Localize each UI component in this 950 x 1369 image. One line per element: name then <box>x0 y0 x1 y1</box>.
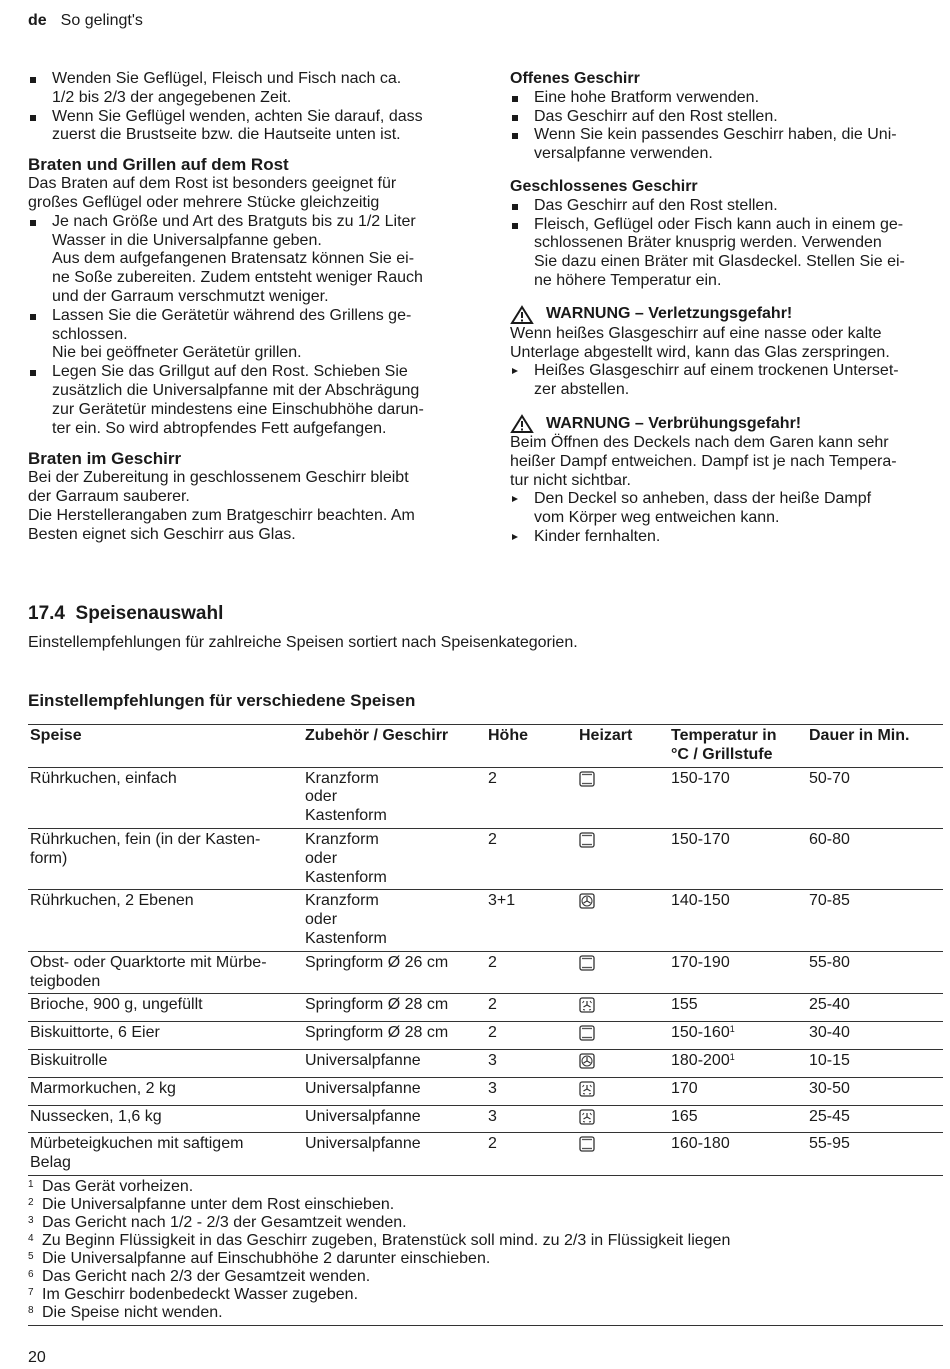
table-row <box>28 1049 943 1077</box>
column-header: Höhe <box>486 725 577 768</box>
level-cell: 2 <box>486 951 577 994</box>
table-row <box>28 951 943 994</box>
duration-cell: 25-40 <box>807 994 943 1022</box>
accessory-cell: Universalpfanne <box>303 1049 486 1077</box>
footnote-ref[interactable]: 1 <box>729 1024 735 1035</box>
column-header: Temperatur in °C / Grillstufe <box>669 725 807 768</box>
bullet-item: Das Geschirr auf den Rost stellen. <box>510 108 945 127</box>
section-intro: Einstellempfehlungen für zahlreiche Speisen sortiert nach Speisenkategorien. <box>28 634 578 651</box>
footnote-text: Die Speise nicht wenden. <box>42 1303 223 1321</box>
level-cell: 2 <box>486 994 577 1022</box>
temperature-cell <box>669 1077 807 1105</box>
accessory-cell: Kranzform oder Kastenform <box>303 767 486 828</box>
column-header: Speise <box>28 725 303 768</box>
level-cell: 2 <box>486 767 577 828</box>
accessory-cell: Universalpfanne <box>303 1133 486 1176</box>
dish-cell: Rührkuchen, einfach <box>28 767 303 828</box>
bullet-list <box>28 213 468 439</box>
footnote <box>28 1250 943 1268</box>
table-header-row <box>28 725 943 768</box>
heating-mode-cell <box>577 890 669 951</box>
warning-triangle-icon <box>510 305 534 325</box>
accessory-cell: Universalpfanne <box>303 1077 486 1105</box>
step-list <box>510 490 945 546</box>
section-name: So gelingt's <box>60 12 143 29</box>
footnote <box>28 1232 943 1250</box>
temperature-cell <box>669 951 807 994</box>
level-cell: 3 <box>486 1049 577 1077</box>
table-row <box>28 1105 943 1133</box>
footnotes <box>28 1176 943 1326</box>
heating-mode-cell <box>577 1105 669 1133</box>
rost-heading: Braten und Grillen auf dem Rost <box>28 155 289 175</box>
table-row <box>28 890 943 951</box>
bullet-list <box>510 197 945 291</box>
right-column <box>510 70 945 547</box>
footnote-text: Die Universalpfanne auf Einschubhöhe 2 darunter einschieben. <box>42 1249 491 1267</box>
footnote <box>28 1286 943 1304</box>
offen-heading: Offenes Geschirr <box>510 70 640 87</box>
accessory-cell: Springform Ø 28 cm <box>303 1022 486 1050</box>
warning-triangle-icon <box>510 414 534 434</box>
warning-heading <box>510 305 945 325</box>
section-title: Speisenauswahl <box>75 603 224 624</box>
bullet-item: Das Geschirr auf den Rost stellen. <box>510 197 945 216</box>
settings-table <box>28 724 943 1176</box>
footnote-text: Die Universalpfanne unter dem Rost einschieben. <box>42 1195 395 1213</box>
temperature-value: 150-160 <box>671 1024 730 1042</box>
heating-mode-cell <box>577 994 669 1022</box>
table-section <box>28 724 943 1326</box>
footnote-text: Das Gericht nach 1/2 - 2/3 der Gesamtzeit wenden. <box>42 1213 407 1231</box>
heissluft-eco-icon <box>579 1081 595 1103</box>
geschlossen-heading: Geschlossenes Geschirr <box>510 177 698 195</box>
duration-cell: 55-95 <box>807 1133 943 1176</box>
geschirr-text: Bei der Zubereitung in geschlossenem Geschirr bleibt der Garraum sauberer. Die Herstellerangaben zum Bratgeschirr beachten. Am Besten eignet sich Geschirr aus Glas. <box>28 469 415 543</box>
warning-title: WARNUNG – Verletzungsgefahr! <box>546 305 793 323</box>
footnote <box>28 1196 943 1214</box>
bullet-item: Je nach Größe und Art des Bratguts bis zu 1/2 Liter Wasser in die Universalpfanne geben. Aus dem aufgefangenen Bratensatz können Sie ei- ne Soße zubereiten. Zudem entsteht weniger Rauch und der Garraum verschmutzt weniger. <box>28 213 468 307</box>
ober-unterhitze-icon <box>579 832 595 854</box>
dish-cell: Obst- oder Quarktorte mit Mürbe- teigboden <box>28 951 303 994</box>
temperature-cell <box>669 1133 807 1176</box>
footnote <box>28 1214 943 1232</box>
level-cell: 2 <box>486 1133 577 1176</box>
duration-cell: 50-70 <box>807 767 943 828</box>
dish-cell: Biskuittorte, 6 Eier <box>28 1022 303 1050</box>
geschirr-heading: Braten im Geschirr <box>28 449 182 469</box>
temperature-value: 160-180 <box>671 1135 730 1153</box>
dish-cell: Mürbeteigkuchen mit saftigem Belag <box>28 1133 303 1176</box>
table-row <box>28 767 943 828</box>
page-header <box>28 12 143 31</box>
warning-heading <box>510 414 945 434</box>
level-cell: 3 <box>486 1105 577 1133</box>
accessory-cell: Springform Ø 28 cm <box>303 994 486 1022</box>
temperature-cell <box>669 994 807 1022</box>
section-number: 17.4 <box>28 603 65 624</box>
temperature-cell <box>669 828 807 889</box>
table-row <box>28 994 943 1022</box>
duration-cell: 25-45 <box>807 1105 943 1133</box>
dish-cell: Nussecken, 1,6 kg <box>28 1105 303 1133</box>
rost-text: Das Braten auf dem Rost ist besonders geeignet für großes Geflügel oder mehrere Stücke gleichzeitig <box>28 175 397 211</box>
footnote-text: Das Gerät vorheizen. <box>42 1177 194 1195</box>
duration-cell: 30-40 <box>807 1022 943 1050</box>
warning-text: Wenn heißes Glasgeschirr auf eine nasse oder kalte Unterlage abgestellt wird, kann das Glas zerspringen. <box>510 324 890 361</box>
table-row <box>28 1022 943 1050</box>
left-column <box>28 70 468 545</box>
bullet-item: Fleisch, Geflügel oder Fisch kann auch in einem ge- schlossenen Bräter knusprig werden. Verwenden Sie dazu einen Bräter mit Glasdeckel. Stellen Sie ei- ne höhere Temperatur ein. <box>510 216 945 291</box>
table-row <box>28 1133 943 1176</box>
page-number: 20 <box>28 1349 46 1366</box>
temperature-cell <box>669 1022 807 1050</box>
dish-cell: Biskuitrolle <box>28 1049 303 1077</box>
temperature-value: 155 <box>671 996 698 1014</box>
section-heading <box>28 603 223 625</box>
duration-cell: 55-80 <box>807 951 943 994</box>
accessory-cell: Kranzform oder Kastenform <box>303 828 486 889</box>
ober-unterhitze-icon <box>579 771 595 793</box>
level-cell: 2 <box>486 828 577 889</box>
table-title: Einstellempfehlungen für verschiedene Speisen <box>28 691 416 710</box>
heissluft-eco-icon <box>579 1109 595 1131</box>
dish-cell: Brioche, 900 g, ungefüllt <box>28 994 303 1022</box>
footnote-text: Zu Beginn Flüssigkeit in das Geschirr zugeben, Bratenstück soll mind. zu 2/3 in Flüssigkeit liegen <box>42 1231 731 1249</box>
temperature-cell <box>669 1049 807 1077</box>
footnote-text: Das Gericht nach 2/3 der Gesamtzeit wenden. <box>42 1267 371 1285</box>
dish-cell: Rührkuchen, 2 Ebenen <box>28 890 303 951</box>
temperature-value: 150-170 <box>671 830 730 848</box>
temperature-value: 150-170 <box>671 769 730 787</box>
footnote <box>28 1304 943 1322</box>
column-header: Heizart <box>577 725 669 768</box>
ober-unterhitze-icon <box>579 955 595 977</box>
level-cell: 3+1 <box>486 890 577 951</box>
heating-mode-cell <box>577 1133 669 1176</box>
bullet-list <box>510 89 945 164</box>
step-item: Kinder fernhalten. <box>510 528 945 547</box>
temperature-value: 180-200 <box>671 1051 730 1069</box>
temperature-value: 170-190 <box>671 953 730 971</box>
temperature-value: 140-150 <box>671 892 730 910</box>
duration-cell: 10-15 <box>807 1049 943 1077</box>
bullet-list <box>28 70 468 145</box>
level-cell: 3 <box>486 1077 577 1105</box>
duration-cell: 60-80 <box>807 828 943 889</box>
footnote <box>28 1178 943 1196</box>
bullet-item: Legen Sie das Grillgut auf den Rost. Schieben Sie zusätzlich die Universalpfanne mit der Abschrägung zur Gerätetür mindestens eine Einschubhöhe darun- ter ein. So wird abtropfendes Fett aufgefangen. <box>28 363 468 438</box>
table-row <box>28 1077 943 1105</box>
footnote-number: 3 <box>28 1214 34 1226</box>
duration-cell: 70-85 <box>807 890 943 951</box>
warning-text: Beim Öffnen des Deckels nach dem Garen kann sehr heißer Dampf entweichen. Dampf ist je nach Tempera- tur nicht sichtbar. <box>510 433 897 489</box>
bullet-item: Wenn Sie Geflügel wenden, achten Sie darauf, dass zuerst die Brustseite bzw. die Hautseite unten ist. <box>28 108 468 146</box>
footnote-ref[interactable]: 1 <box>729 1051 735 1062</box>
step-item: Den Deckel so anheben, dass der heiße Dampf vom Körper weg entweichen kann. <box>510 490 945 528</box>
footnote-number: 6 <box>28 1268 34 1280</box>
footnote-number: 8 <box>28 1304 34 1316</box>
footnote-number: 2 <box>28 1196 34 1208</box>
dish-cell: Rührkuchen, fein (in der Kasten- form) <box>28 828 303 889</box>
temperature-value: 165 <box>671 1107 698 1125</box>
3d-heissluft-icon <box>579 893 595 915</box>
warning-title: WARNUNG – Verbrühungsgefahr! <box>546 414 802 432</box>
heissluft-eco-icon <box>579 997 595 1019</box>
temperature-cell <box>669 767 807 828</box>
heating-mode-cell <box>577 1022 669 1050</box>
level-cell: 2 <box>486 1022 577 1050</box>
heating-mode-cell <box>577 767 669 828</box>
temperature-value: 170 <box>671 1079 698 1097</box>
heating-mode-cell <box>577 951 669 994</box>
heating-mode-cell <box>577 1077 669 1105</box>
bullet-item: Wenn Sie kein passendes Geschirr haben, die Uni- versalpfanne verwenden. <box>510 126 945 164</box>
step-item: Heißes Glasgeschirr auf einem trockenen Unterset- zer abstellen. <box>510 362 945 400</box>
footnote-text: Im Geschirr bodenbedeckt Wasser zugeben. <box>42 1285 359 1303</box>
footnote <box>28 1268 943 1286</box>
heating-mode-cell <box>577 1049 669 1077</box>
accessory-cell: Universalpfanne <box>303 1105 486 1133</box>
3d-heissluft-icon <box>579 1053 595 1075</box>
temperature-cell <box>669 1105 807 1133</box>
temperature-cell <box>669 890 807 951</box>
ober-unterhitze-icon <box>579 1025 595 1047</box>
footnote-number: 4 <box>28 1232 34 1244</box>
table-row <box>28 828 943 889</box>
bullet-item: Wenden Sie Geflügel, Fleisch und Fisch nach ca. 1/2 bis 2/3 der angegebenen Zeit. <box>28 70 468 108</box>
duration-cell: 30-50 <box>807 1077 943 1105</box>
bullet-item: Eine hohe Bratform verwenden. <box>510 89 945 108</box>
footnote-number: 5 <box>28 1250 34 1262</box>
step-list <box>510 362 945 400</box>
ober-unterhitze-icon <box>579 1136 595 1158</box>
bullet-item: Lassen Sie die Gerätetür während des Grillens ge- schlossen. Nie bei geöffneter Gerätetür grillen. <box>28 307 468 363</box>
column-header: Zubehör / Geschirr <box>303 725 486 768</box>
footnote-number: 7 <box>28 1286 34 1298</box>
heating-mode-cell <box>577 828 669 889</box>
column-header: Dauer in Min. <box>807 725 943 768</box>
accessory-cell: Springform Ø 26 cm <box>303 951 486 994</box>
language-code: de <box>28 12 47 29</box>
dish-cell: Marmorkuchen, 2 kg <box>28 1077 303 1105</box>
accessory-cell: Kranzform oder Kastenform <box>303 890 486 951</box>
footnote-number: 1 <box>28 1178 34 1190</box>
